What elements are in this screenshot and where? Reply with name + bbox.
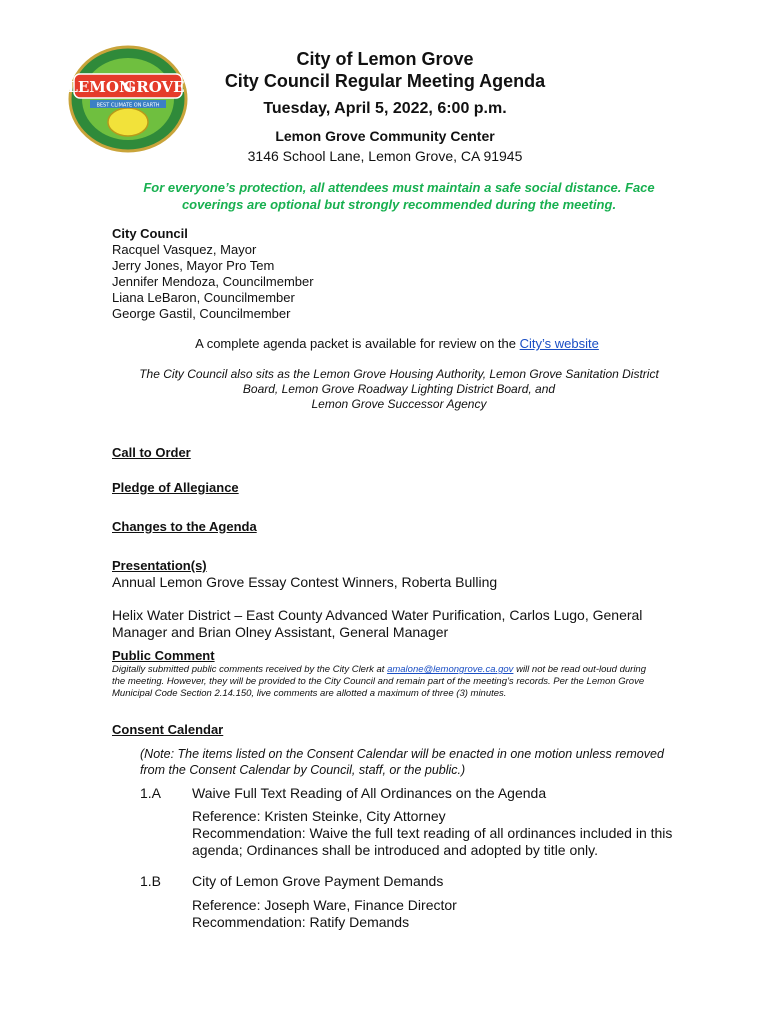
item-recommendation: Recommendation: Ratify Demands bbox=[192, 914, 410, 930]
section-presentations: Presentation(s) bbox=[112, 558, 207, 573]
section-changes: Changes to the Agenda bbox=[112, 519, 257, 534]
consent-note bbox=[140, 746, 688, 778]
public-comment-post: will not be read out-loud during bbox=[513, 664, 646, 675]
authority-line3: Lemon Grove Successor Agency bbox=[311, 397, 487, 411]
authority-statement bbox=[112, 367, 686, 412]
presentation-item-line2: Manager and Brian Olney Assistant, General Manager bbox=[112, 624, 449, 640]
item-number: 1.B bbox=[140, 873, 162, 889]
item-number: 1.A bbox=[140, 785, 162, 801]
public-comment-line3: Municipal Code Section 2.14.150, live comments are allotted a maximum of three (3) minutes. bbox=[112, 688, 507, 699]
consent-note-line1: (Note: The items listed on the Consent Calendar will be enacted in one motion unless removed bbox=[140, 747, 664, 761]
public-comment-pre: Digitally submitted public comments received by the City Clerk at bbox=[112, 664, 388, 675]
council-member: Jerry Jones, Mayor Pro Tem bbox=[112, 258, 275, 273]
section-pledge: Pledge of Allegiance bbox=[112, 480, 239, 495]
item-title: City of Lemon Grove Payment Demands bbox=[192, 873, 444, 889]
packet-notice bbox=[12, 336, 770, 352]
council-member: Racquel Vasquez, Mayor bbox=[112, 242, 257, 257]
safety-notice bbox=[112, 179, 686, 213]
authority-line2: Board, Lemon Grove Roadway Lighting District Board, and bbox=[242, 382, 556, 396]
authority-line1: The City Council also sits as the Lemon Grove Housing Authority, Lemon Grove Sanitation District bbox=[139, 367, 659, 381]
clerk-email-link[interactable]: amalone@lemongrove.ca.gov bbox=[387, 664, 514, 675]
council-member: Liana LeBaron, Councilmember bbox=[112, 290, 295, 305]
meeting-datetime: Tuesday, April 5, 2022, 6:00 p.m. bbox=[263, 100, 507, 117]
meeting-address: 3146 School Lane, Lemon Grove, CA 91945 bbox=[247, 148, 523, 164]
logo-text-top: LEMON bbox=[67, 78, 133, 96]
council-member: Jennifer Mendoza, Councilmember bbox=[112, 274, 314, 289]
item-recommendation: Recommendation: Waive the full text reading of all ordinances included in this bbox=[192, 825, 673, 841]
section-call-to-order: Call to Order bbox=[112, 445, 191, 460]
logo-text-bottom: GROVE bbox=[123, 78, 185, 96]
item-recommendation-cont: agenda; Ordinances shall be introduced and adopted by title only. bbox=[192, 842, 599, 858]
city-website-link[interactable]: City’s website bbox=[519, 336, 599, 351]
presentation-item-line1: Helix Water District – East County Advanced Water Purification, Carlos Lugo, General bbox=[112, 607, 643, 623]
public-comment-text bbox=[112, 664, 688, 700]
packet-text: A complete agenda packet is available for review on the bbox=[195, 336, 520, 351]
item-title: Waive Full Text Reading of All Ordinances on the Agenda bbox=[192, 785, 547, 801]
safety-notice-line2: coverings are optional but strongly recommended during the meeting. bbox=[181, 197, 617, 212]
city-name: City of Lemon Grove bbox=[296, 49, 474, 69]
council-list bbox=[112, 226, 314, 322]
public-comment-line2: the meeting. However, they will be provided to the City Council and remain part of the meeting’s records. Per the Lemon Grove bbox=[112, 676, 645, 687]
safety-notice-line1: For everyone’s protection, all attendees must maintain a safe social distance. Face bbox=[143, 180, 655, 195]
item-details bbox=[192, 808, 688, 859]
meeting-venue: Lemon Grove Community Center bbox=[275, 128, 495, 144]
logo-banner-text: BEST CLIMATE ON EARTH bbox=[96, 102, 160, 109]
item-reference: Reference: Joseph Ware, Finance Director bbox=[192, 897, 457, 913]
section-consent-calendar: Consent Calendar bbox=[112, 722, 224, 737]
consent-note-line2: from the Consent Calendar by Council, staff, or the public.) bbox=[140, 763, 466, 777]
council-member: George Gastil, Councilmember bbox=[112, 306, 291, 321]
presentation-item bbox=[112, 607, 686, 641]
agenda-title: City Council Regular Meeting Agenda bbox=[224, 71, 546, 91]
presentation-item: Annual Lemon Grove Essay Contest Winners, Roberta Bulling bbox=[112, 574, 498, 590]
section-public-comment: Public Comment bbox=[112, 648, 215, 663]
council-heading: City Council bbox=[112, 226, 188, 241]
item-reference: Reference: Kristen Steinke, City Attorney bbox=[192, 808, 446, 824]
item-details bbox=[192, 897, 688, 931]
